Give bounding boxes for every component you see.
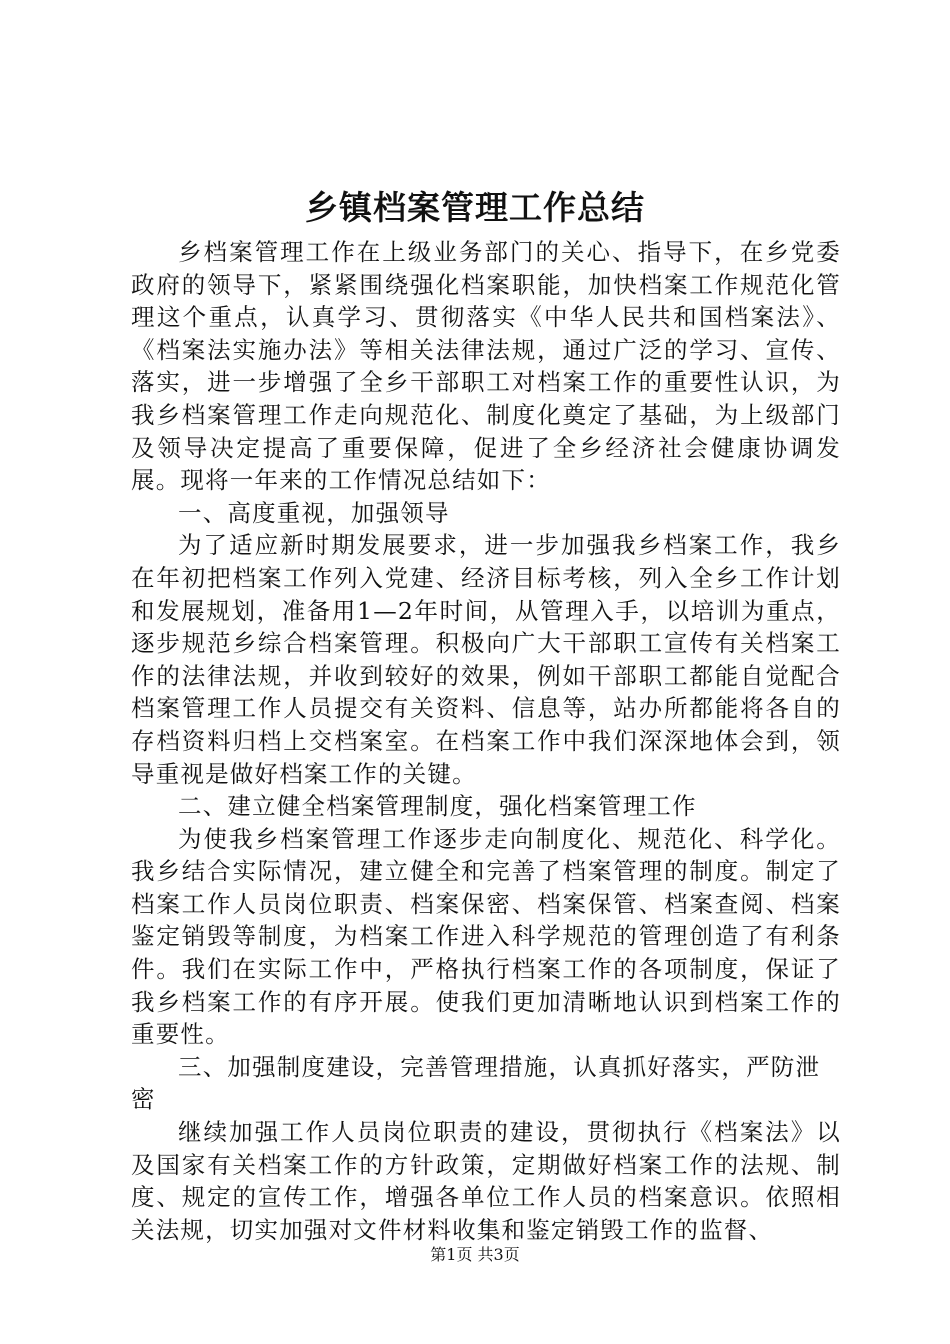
section-heading-1: 一、高度重视，加强领导 <box>178 498 450 527</box>
section-2-paragraph: 为使我乡档案管理工作逐步走向制度化、规范化、科学化。我乡结合实际情况，建立健全和完善了档案管理的制度。制定了档案工作人员岗位职责、档案保密、档案保管、档案查阅、档案鉴定销毁等制度，为档案工作进入科学规范的管理创造了有利条件。我们在实际工作中，严格执行档案工作的各项制度，保证了我乡档案工作的有序开展。使我们更加清晰地认识到档案工作的重要性。 <box>131 824 841 1049</box>
section-1-paragraph: 为了适应新时期发展要求，进一步加强我乡档案工作，我乡在年初把档案工作列入党建、经济目标考核，列入全乡工作计划和发展规划，准备用1—2年时间，从管理入手，以培训为重点，逐步规范乡综合档案管理。积极向广大干部职工宣传有关档案工作的法律法规，并收到较好的效果，例如干部职工都能自觉配合档案管理工作人员提交有关资料、信息等，站办所都能将各自的存档资料归档上交档案室。在档案工作中我们深深地体会到，领导重视是做好档案工作的关键。 <box>131 531 841 788</box>
intro-paragraph: 乡档案管理工作在上级业务部门的关心、指导下，在乡党委政府的领导下，紧紧围绕强化档案职能，加快档案工作规范化管理这个重点，认真学习、贯彻落实《中华人民共和国档案法》、《档案法实施办法》等相关法律法规，通过广泛的学习、宣传、落实，进一步增强了全乡干部职工对档案工作的重要性认识，为我乡档案管理工作走向规范化、制度化奠定了基础，为上级部门及领导决定提高了重要保障，促进了全乡经济社会健康协调发展。现将一年来的工作情况总结如下： <box>131 238 841 495</box>
page-number-footer: 第1页 共3页 <box>430 1245 520 1264</box>
document-title: 乡镇档案管理工作总结 <box>305 188 645 227</box>
section-3-paragraph: 继续加强工作人员岗位职责的建设，贯彻执行《档案法》以及国家有关档案工作的方针政策，定期做好档案工作的法规、制度、规定的宣传工作，增强各单位工作人员的档案意识。依照相关法规，切实加强对文件材料收集和鉴定销毁工作的监督、 <box>131 1118 841 1244</box>
document-body <box>131 236 841 1246</box>
section-heading-3: 三、加强制度建设，完善管理措施，认真抓好落实，严防泄密 <box>131 1052 821 1114</box>
section-heading-2: 二、建立健全档案管理制度，强化档案管理工作 <box>178 792 697 821</box>
